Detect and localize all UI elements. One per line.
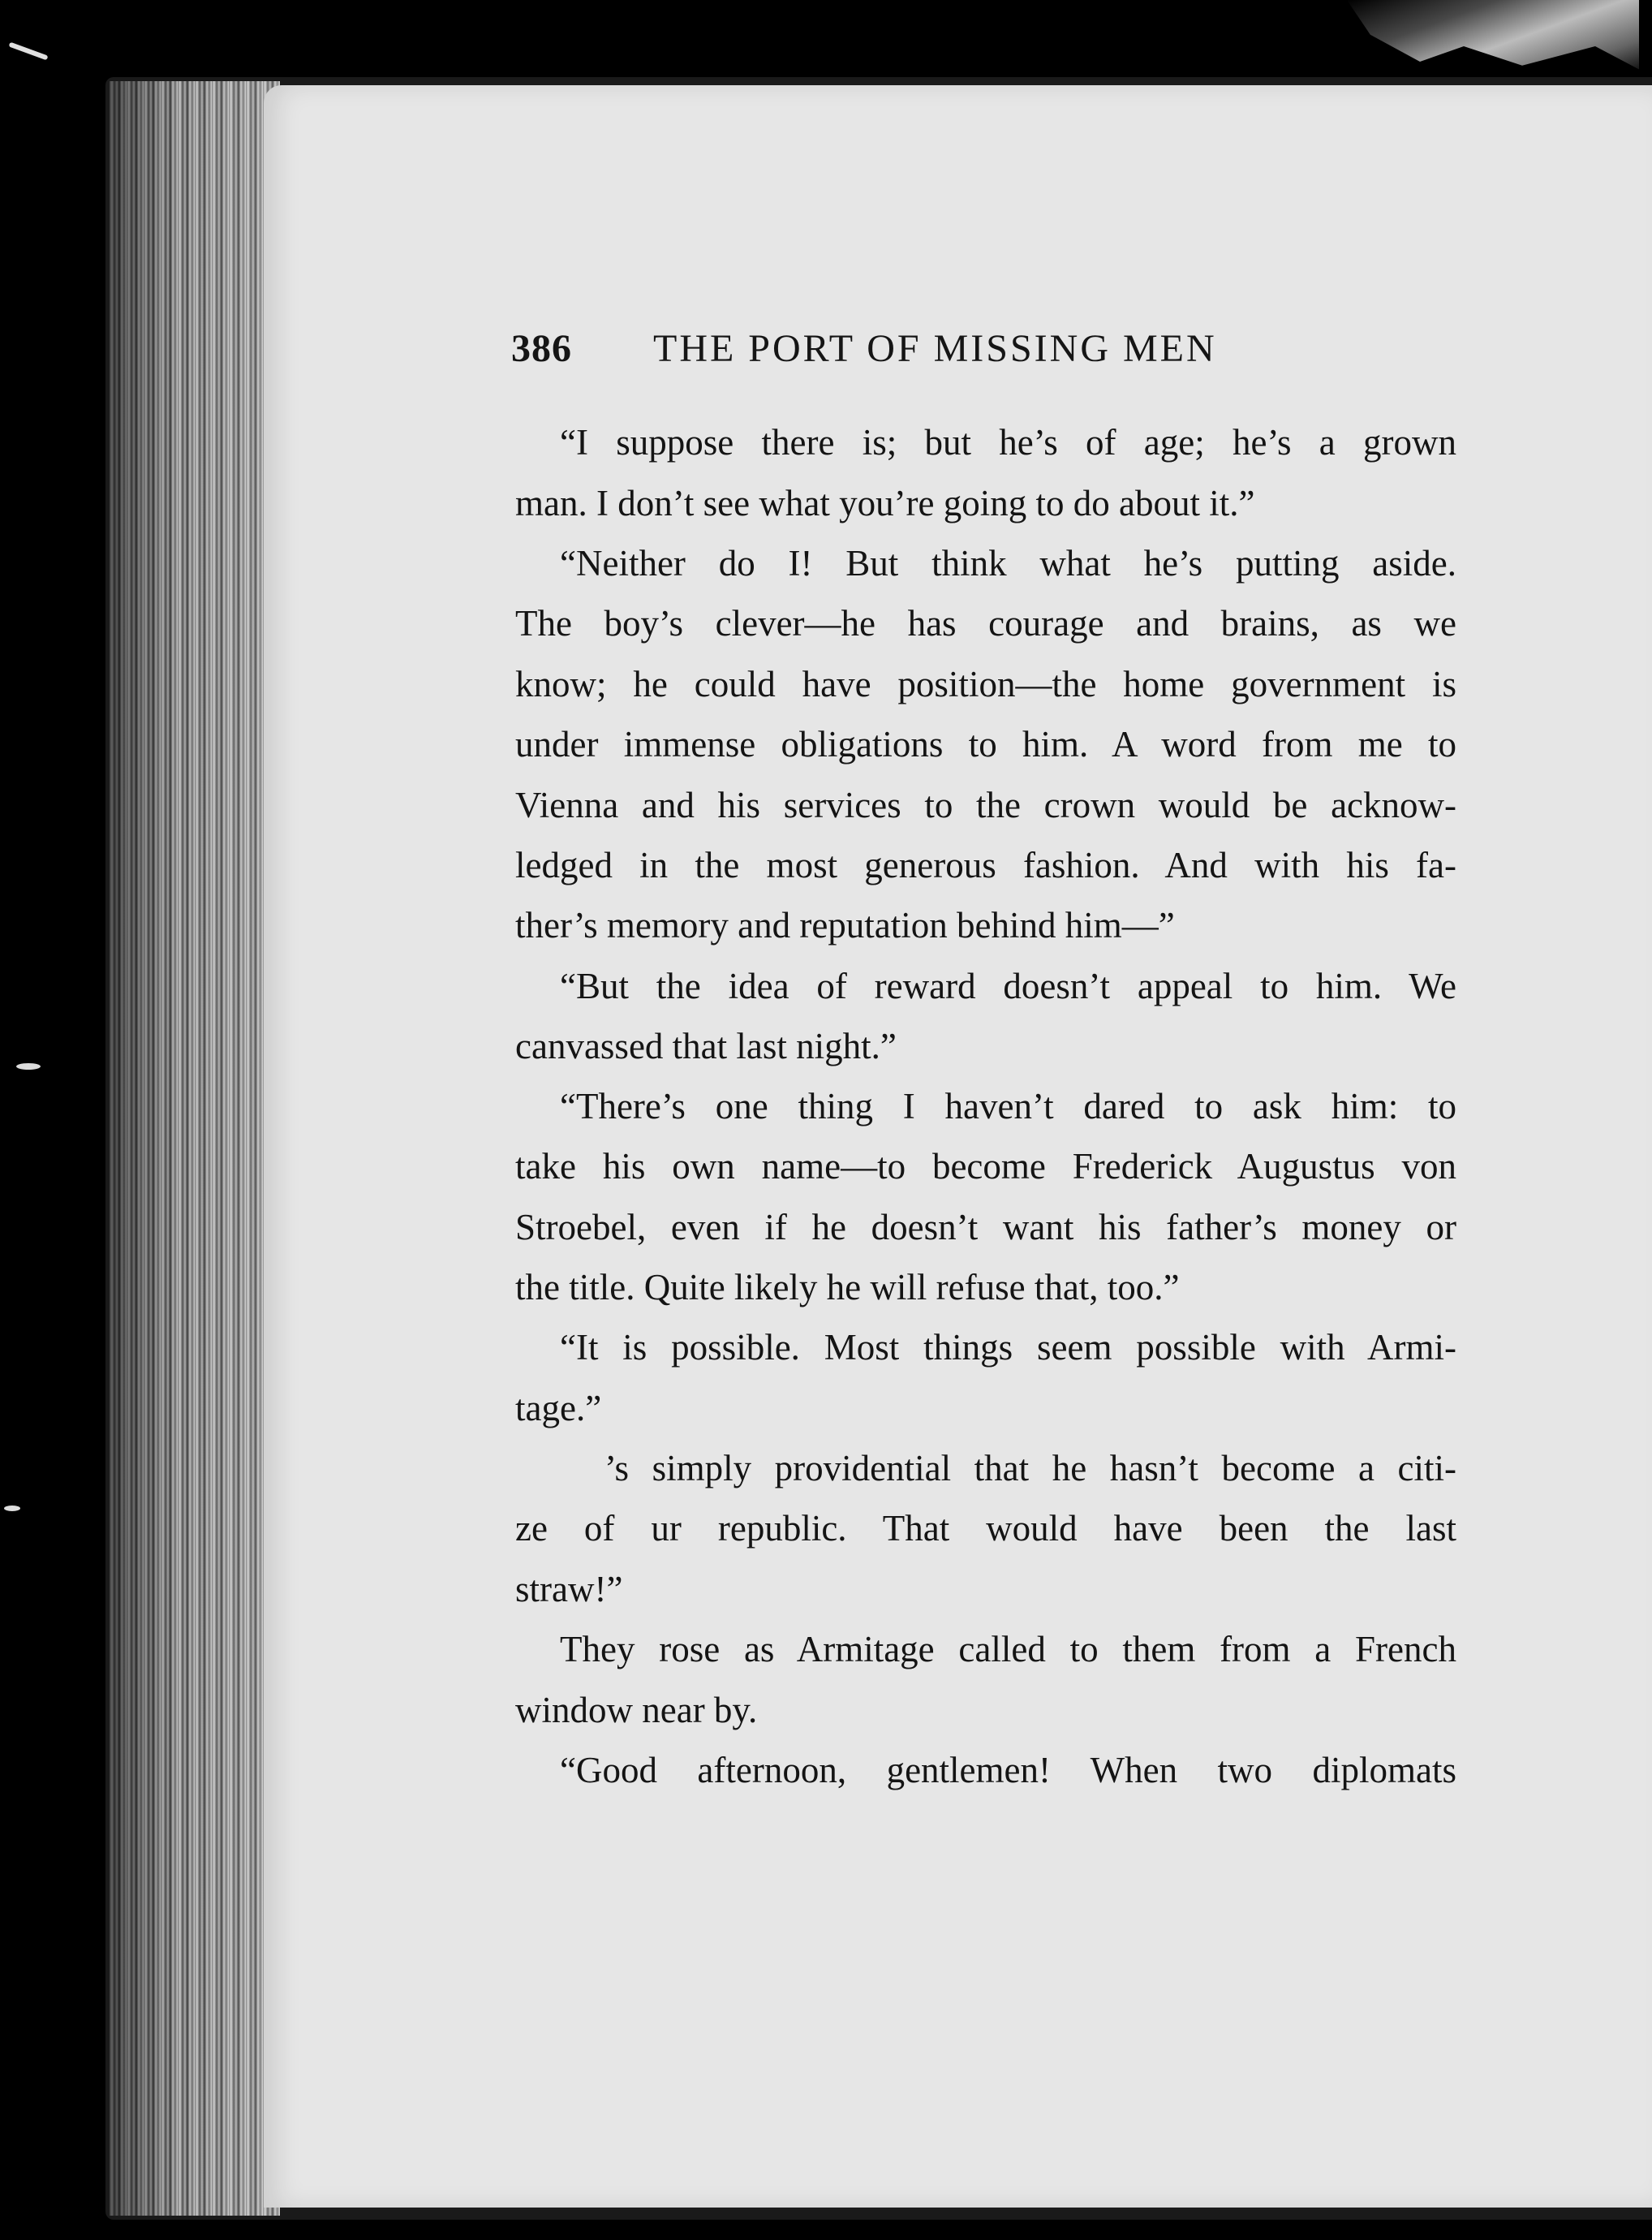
page-header: [511, 326, 1477, 383]
text-line: canvassed that last night.”: [515, 1026, 897, 1066]
text-line: ledged in the most generous fashion. And with his fa-: [515, 845, 1456, 885]
text-line: ther’s memory and reputation behind him—”: [515, 905, 1175, 946]
text-line: window near by.: [515, 1690, 758, 1730]
text-line: ’s simply providential that he hasn’t become a citi-: [604, 1448, 1456, 1488]
text-line: “It is possible. Most things seem possible with Armi-: [560, 1327, 1456, 1368]
text-line: under immense obligations to him. A word from me to: [515, 724, 1456, 765]
text-line: ze of ur republic. That would have been the last: [515, 1508, 1456, 1549]
text-line: “Good afternoon, gentlemen! When two diplomats: [560, 1750, 1456, 1790]
text-line: the title. Quite likely he will refuse that, too.”: [515, 1267, 1180, 1307]
text-line: man. I don’t see what you’re going to do about it.”: [515, 483, 1255, 523]
page-edges-shadow: [110, 81, 280, 2216]
page-number: 386: [511, 327, 572, 370]
text-line: They rose as Armitage called to them from a French: [560, 1629, 1456, 1669]
running-title: THE PORT OF MISSING MEN: [653, 327, 1217, 370]
text-line: “There’s one thing I haven’t dared to ask him: to: [560, 1086, 1456, 1126]
text-line: take his own name—to become Frederick Augustus von: [515, 1146, 1456, 1187]
text-line: Stroebel, even if he doesn’t want his father’s money or: [515, 1207, 1456, 1247]
scan-artifact: [16, 1063, 41, 1070]
text-line: Vienna and his services to the crown would be acknow-: [515, 785, 1456, 825]
text-line: The boy’s clever—he has courage and brains, as we: [515, 603, 1456, 644]
text-line: know; he could have position—the home government is: [515, 664, 1456, 704]
text-line: straw!”: [515, 1569, 623, 1609]
text-line: “Neither do I! But think what he’s putting aside.: [560, 543, 1456, 584]
scan-artifact: [4, 1506, 20, 1511]
text-line: tage.”: [515, 1388, 602, 1428]
text-line: “But the idea of reward doesn’t appeal to him. We: [560, 966, 1456, 1006]
text-line: “I suppose there is; but he’s of age; he’s a grown: [560, 422, 1456, 463]
